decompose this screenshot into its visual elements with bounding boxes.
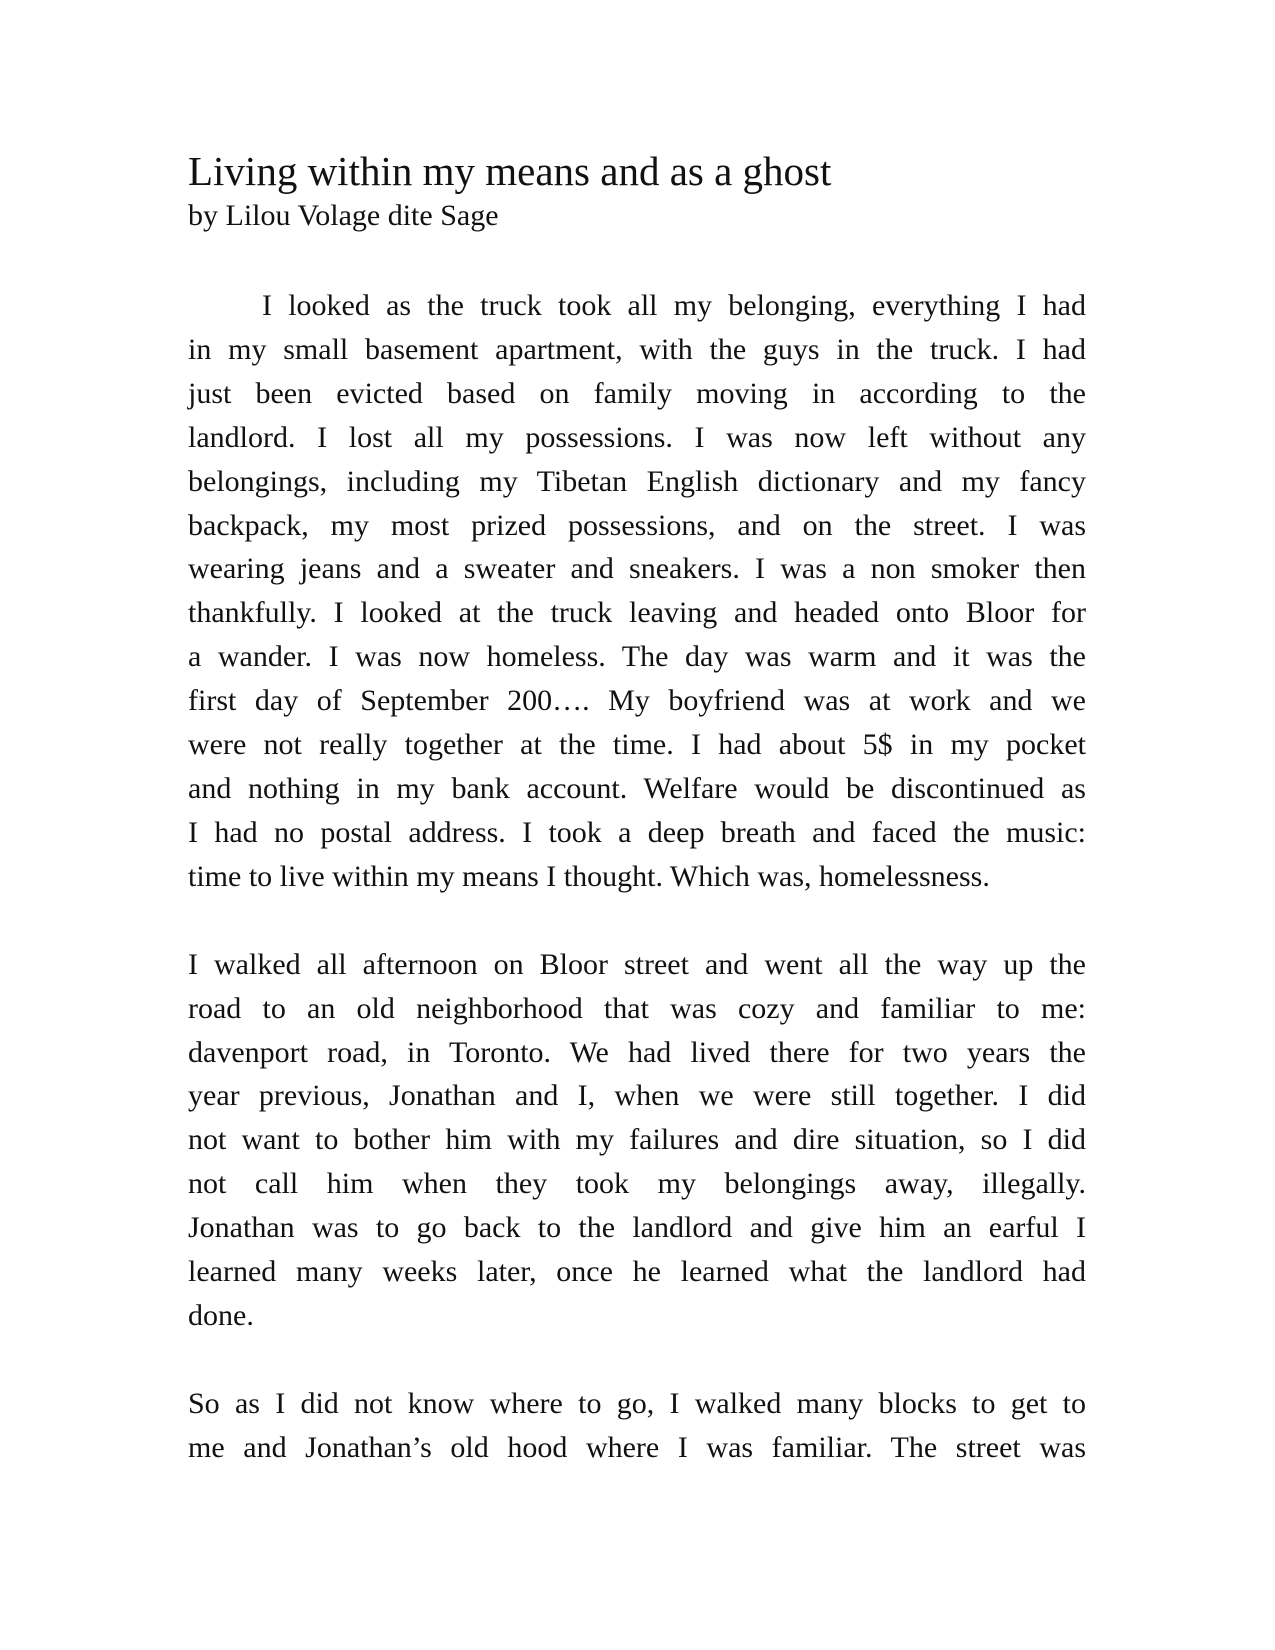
paragraph-line: So as I did not know where to go, I walked many blocks to get to: [188, 1386, 1086, 1420]
paragraph-line: road to an old neighborhood that was cozy and familiar to me:: [188, 991, 1086, 1025]
paragraph-2: [188, 943, 1086, 1338]
paragraph-line: not call him when they took my belongings away, illegally.: [188, 1167, 1086, 1201]
paragraph-line: first day of September 200…. My boyfriend was at work and we: [188, 684, 1086, 718]
paragraph-line: Jonathan was to go back to the landlord and give him an earful I: [188, 1211, 1086, 1245]
paragraph-1: [188, 284, 1086, 899]
paragraph-line: done.: [188, 1298, 254, 1332]
paragraph-line: not want to bother him with my failures and dire situation, so I did: [188, 1123, 1086, 1157]
paragraph-line: in my small basement apartment, with the guys in the truck. I had: [188, 332, 1086, 366]
document-title: Living within my means and as a ghost: [188, 148, 832, 194]
paragraph-line: belongings, including my Tibetan English dictionary and my fancy: [188, 464, 1086, 498]
paragraph-line: a wander. I was now homeless. The day was warm and it was the: [188, 640, 1086, 674]
paragraph-line: backpack, my most prized possessions, and on the street. I was: [188, 508, 1086, 542]
paragraph-line: were not really together at the time. I had about 5$ in my pocket: [188, 728, 1086, 762]
paragraph-line: wearing jeans and a sweater and sneakers. I was a non smoker then: [188, 552, 1086, 586]
paragraph-line: landlord. I lost all my possessions. I was now left without any: [188, 420, 1086, 454]
paragraph-line: and nothing in my bank account. Welfare would be discontinued as: [188, 771, 1086, 805]
paragraph-line: year previous, Jonathan and I, when we were still together. I did: [188, 1079, 1086, 1113]
document-body: [188, 146, 1086, 1514]
paragraph-line: davenport road, in Toronto. We had lived there for two years the: [188, 1035, 1086, 1069]
paragraph-line: just been evicted based on family moving in according to the: [188, 376, 1086, 410]
document-byline: by Lilou Volage dite Sage: [188, 199, 499, 232]
paragraph-line: I looked as the truck took all my belonging, everything I had: [262, 289, 1086, 322]
paragraph-line: learned many weeks later, once he learned what the landlord had: [188, 1255, 1086, 1289]
paragraph-line: time to live within my means I thought. Which was, homelessness.: [188, 859, 990, 893]
paragraph-line: I had no postal address. I took a deep breath and faced the music:: [188, 815, 1086, 849]
paragraph-line: me and Jonathan’s old hood where I was familiar. The street was: [188, 1430, 1086, 1464]
paragraph-line: I walked all afternoon on Bloor street and went all the way up the: [188, 947, 1086, 981]
paragraph-3: [188, 1382, 1086, 1470]
paragraph-line: thankfully. I looked at the truck leaving and headed onto Bloor for: [188, 596, 1086, 630]
